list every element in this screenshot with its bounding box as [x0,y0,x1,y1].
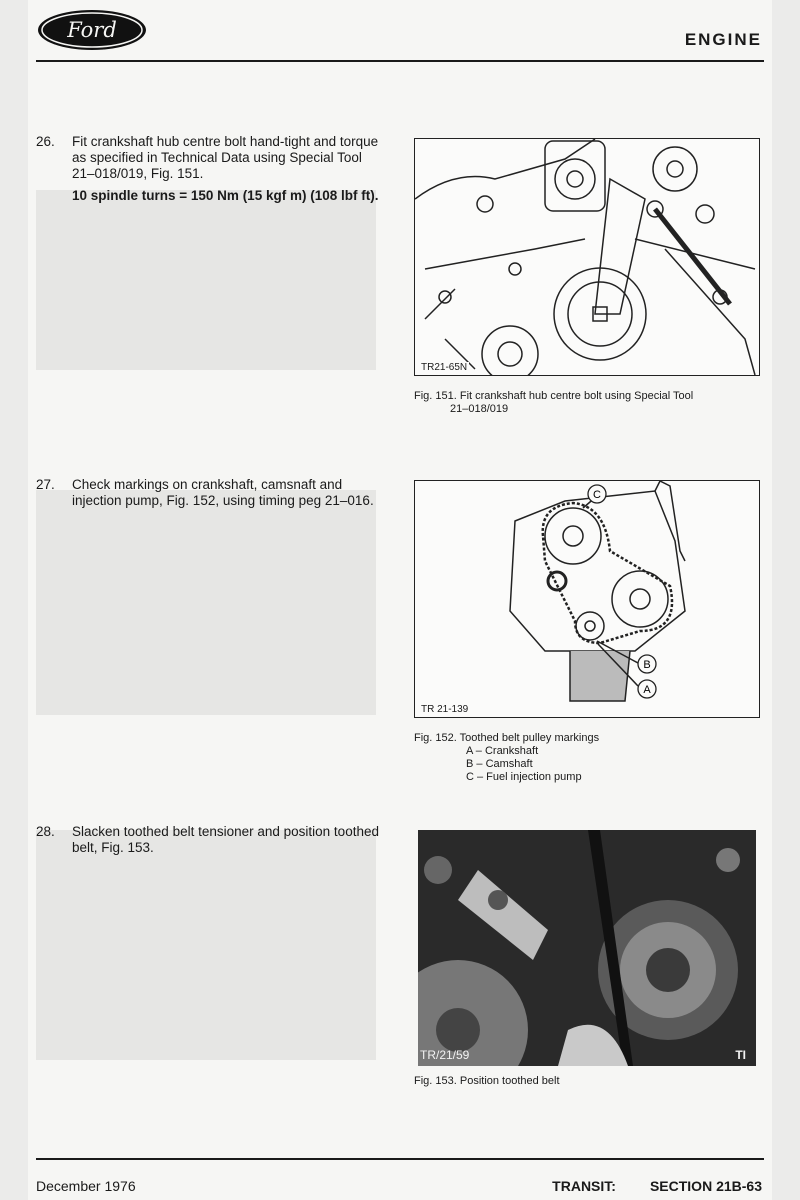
caption-line: Fig. 152. Toothed belt pulley markings [414,732,600,744]
header-rule [36,60,764,62]
step-text: Check markings on crankshaft, camsnaft and injection pump, Fig. 152, using timing peg 21–016. [72,477,374,508]
figure-153-photo [418,830,756,1066]
figure-152 [414,480,760,718]
figure-code: TR21-65N [421,362,468,373]
crankshaft-tool-drawing [415,139,759,375]
step-number: 26. [36,134,55,149]
legend-item: C – Fuel injection pump [466,771,582,783]
figure-153-caption: Fig. 153. Position toothed belt [414,1075,560,1087]
footer-section-number: SECTION 21B-63 [649,1178,762,1194]
manual-page [28,0,772,1200]
bleed-through-image [36,190,376,370]
legend-item: A – Crankshaft [466,745,539,757]
figure-code: TR 21-139 [421,704,469,715]
figure-151 [414,138,760,376]
legend-item: B – Camshaft [466,758,533,770]
label-a: A [643,684,651,696]
step-27 [36,477,386,509]
belt-photo [418,830,756,1066]
brand-text: Ford [67,18,117,42]
timing-belt-diagram [415,481,759,717]
bleed-through-image [36,830,376,1060]
footer-model: TRANSIT: [552,1178,616,1194]
step-text: Slacken toothed belt tensioner and position toothed belt, Fig. 153. [72,824,379,855]
figure-code: TR/21/59 [420,1048,470,1062]
figure-151-caption [414,390,754,416]
figure-152-caption [414,732,754,784]
torque-spec: 10 spindle turns = 150 Nm (15 kgf m) (108 lbf ft). [72,188,379,203]
footer-section [552,1178,762,1194]
section-title: ENGINE [684,30,762,49]
label-b: B [643,659,651,671]
step-26 [36,134,386,204]
photo-mark: TI [735,1048,746,1062]
caption-line: 21–018/019 [450,403,509,415]
step-28 [36,824,386,856]
step-number: 28. [36,824,55,839]
footer-date: December 1976 [36,1178,136,1194]
step-text: Fit crankshaft hub centre bolt hand-tight and torque as specified in Technical Data using Special Tool 21–018/019, Fig. 151. [72,134,379,181]
caption-line: Fig. 151. Fit crankshaft hub centre bolt using Special Tool [414,390,694,402]
step-number: 27. [36,477,55,492]
label-c: C [593,489,601,501]
bleed-through-image [36,490,376,715]
ford-logo [36,8,148,52]
footer-rule [36,1158,764,1160]
